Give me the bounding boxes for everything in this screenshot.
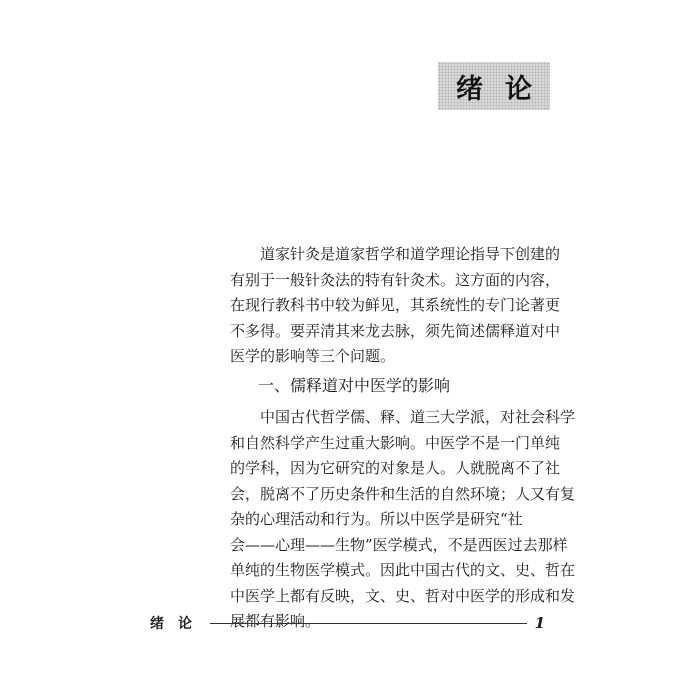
section-line: 和自然科学产生过重大影响。中医学不是一门单纯	[230, 433, 561, 452]
section-line: 杂的心理活动和行为。所以中医学是研究“社	[230, 510, 523, 528]
chapter-title-box	[438, 62, 554, 110]
footer-chapter-label: 绪论	[150, 616, 206, 632]
section-line: 会——心理——生物”医学模式，不是西医过去那样	[230, 535, 568, 554]
page-number: 1	[534, 614, 545, 632]
section-line: 中国古代哲学儒、释、道三大学派，对社会科学	[230, 408, 576, 426]
section-line: 展都有影响。	[230, 612, 321, 630]
section-line: 的学科，因为它研究的对象是人。人就脱离不了社	[230, 459, 561, 477]
chapter-title: 绪论	[456, 73, 554, 105]
section-paragraph	[230, 405, 576, 635]
page-footer	[150, 612, 545, 634]
intro-line: 医学的影响等三个问题。	[230, 347, 396, 365]
intro-line: 有别于一般针灸法的特有针灸术。这方面的内容，	[230, 270, 561, 289]
section-line: 中医学上都有反映，文、史、哲对中医学的形成和发	[230, 586, 576, 605]
footer-rule	[210, 623, 527, 624]
section-line: 单纯的生物医学模式。因此中国古代的文、史、哲在	[230, 561, 576, 579]
intro-line: 道家针灸是道家哲学和道学理论指导下创建的	[230, 245, 561, 263]
section-heading: 一、儒释道对中医学的影响	[258, 376, 451, 395]
intro-line: 不多得。要弄清其来龙去脉，须先简述儒释道对中	[230, 321, 561, 340]
intro-paragraph	[230, 242, 561, 370]
section-line: 会，脱离不了历史条件和生活的自然环境；人又有复	[230, 484, 576, 503]
intro-line: 在现行教科书中较为鲜见，其系统性的专门论著更	[230, 296, 561, 314]
